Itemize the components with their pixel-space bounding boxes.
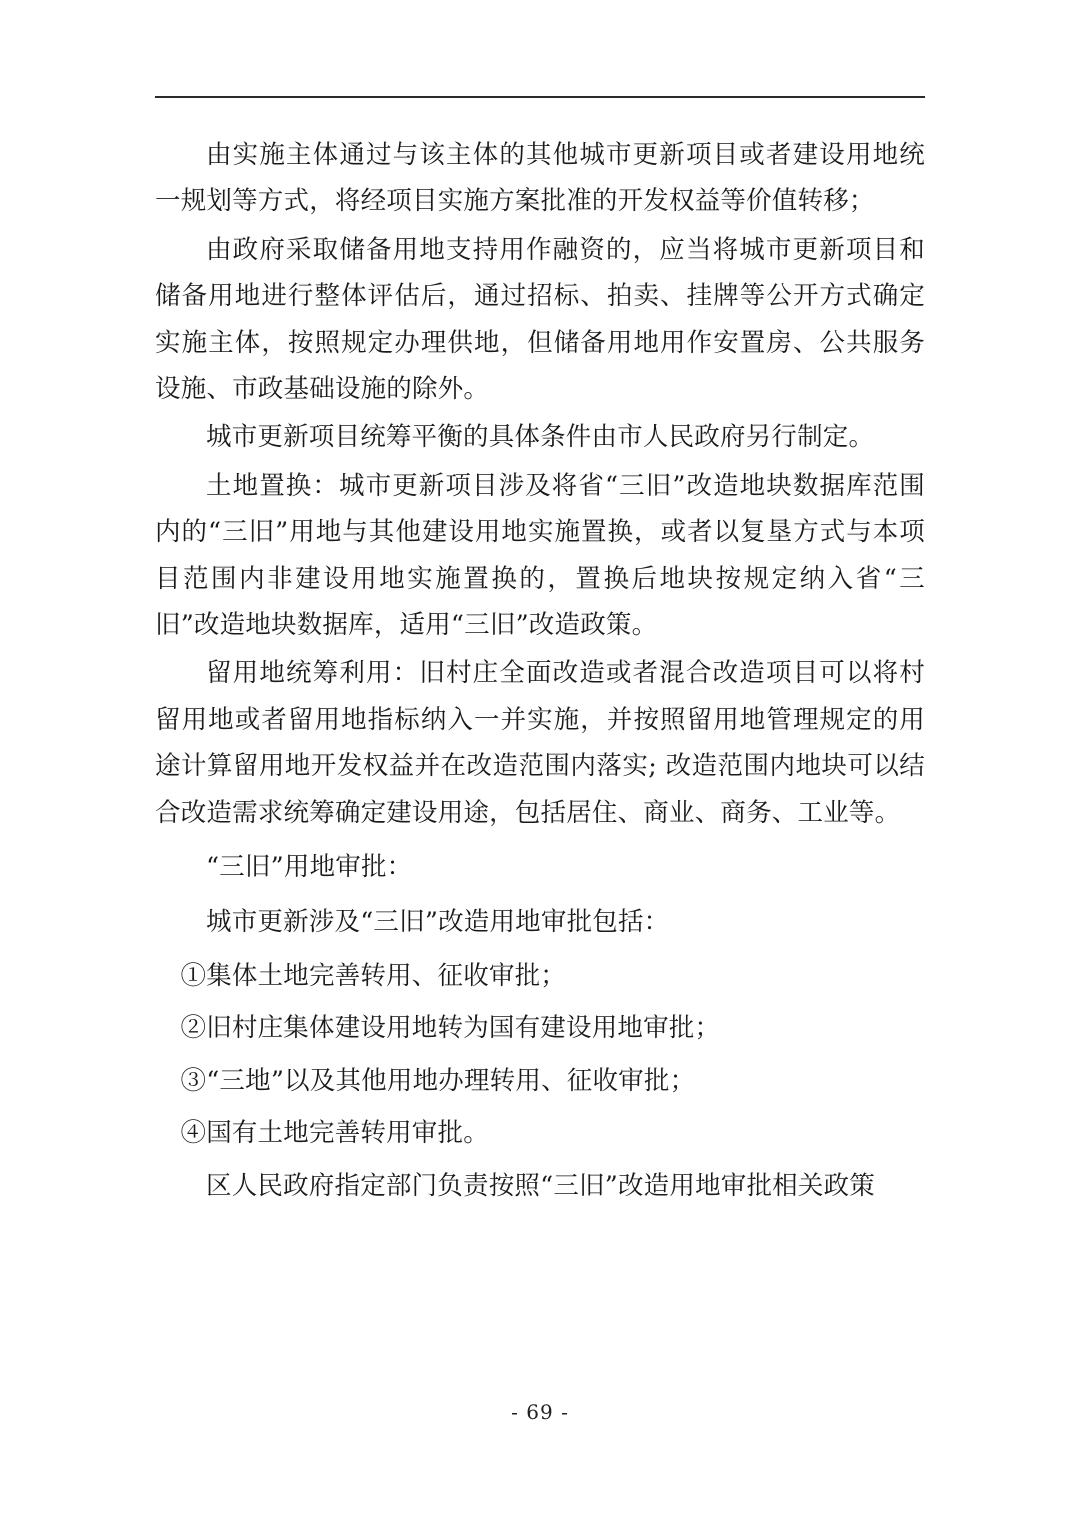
paragraph-7: 城市更新涉及“三旧”改造用地审批包括： [206, 906, 670, 937]
paragraph-1: 由实施主体通过与该主体的其他城市更新项目或者建设用地统一规划等方式，将经项目实施方案批准的开发权益等价值转移； [155, 140, 925, 217]
page-content [155, 96, 925, 1209]
paragraph-6-section-title: “三旧”用地审批： [206, 852, 413, 883]
list-item-1: ①集体土地完善转用、征收审批； [180, 960, 567, 991]
page-number: - 69 - [511, 1400, 569, 1424]
list-item-3: ③“三地”以及其他用地办理转用、征收审批； [180, 1065, 696, 1096]
paragraph-3: 城市更新项目统筹平衡的具体条件由市人民政府另行制定。 [206, 422, 875, 453]
header-rule [155, 96, 925, 98]
list-item-2: ②旧村庄集体建设用地转为国有建设用地审批； [180, 1013, 721, 1044]
paragraph-5: 留用地统筹利用：旧村庄全面改造或者混合改造项目可以将村留用地或者留用地指标纳入一并实施，并按照留用地管理规定的用途计算留用地开发权益并在改造范围内落实; 改造范围内地块可以结合改造需求统筹确定建设用途，包括居住、商业、商务、工业等。 [155, 658, 925, 828]
paragraph-8: 区人民政府指定部门负责按照“三旧”改造用地审批相关政策 [206, 1170, 875, 1201]
list-item-4: ④国有土地完善转用审批。 [180, 1118, 489, 1149]
paragraph-4: 土地置换：城市更新项目涉及将省“三旧”改造地块数据库范围内的“三旧”用地与其他建设用地实施置换，或者以复垦方式与本项目范围内非建设用地实施置换的，置换后地块按规定纳入省“三旧”改造地块数据库，适用“三旧”改造政策。 [155, 470, 925, 641]
paragraph-2: 由政府采取储备用地支持用作融资的，应当将城市更新项目和储备用地进行整体评估后，通过招标、拍卖、挂牌等公开方式确定实施主体，按照规定办理供地，但储备用地用作安置房、公共服务设施、市政基础设施的除外。 [155, 234, 925, 405]
